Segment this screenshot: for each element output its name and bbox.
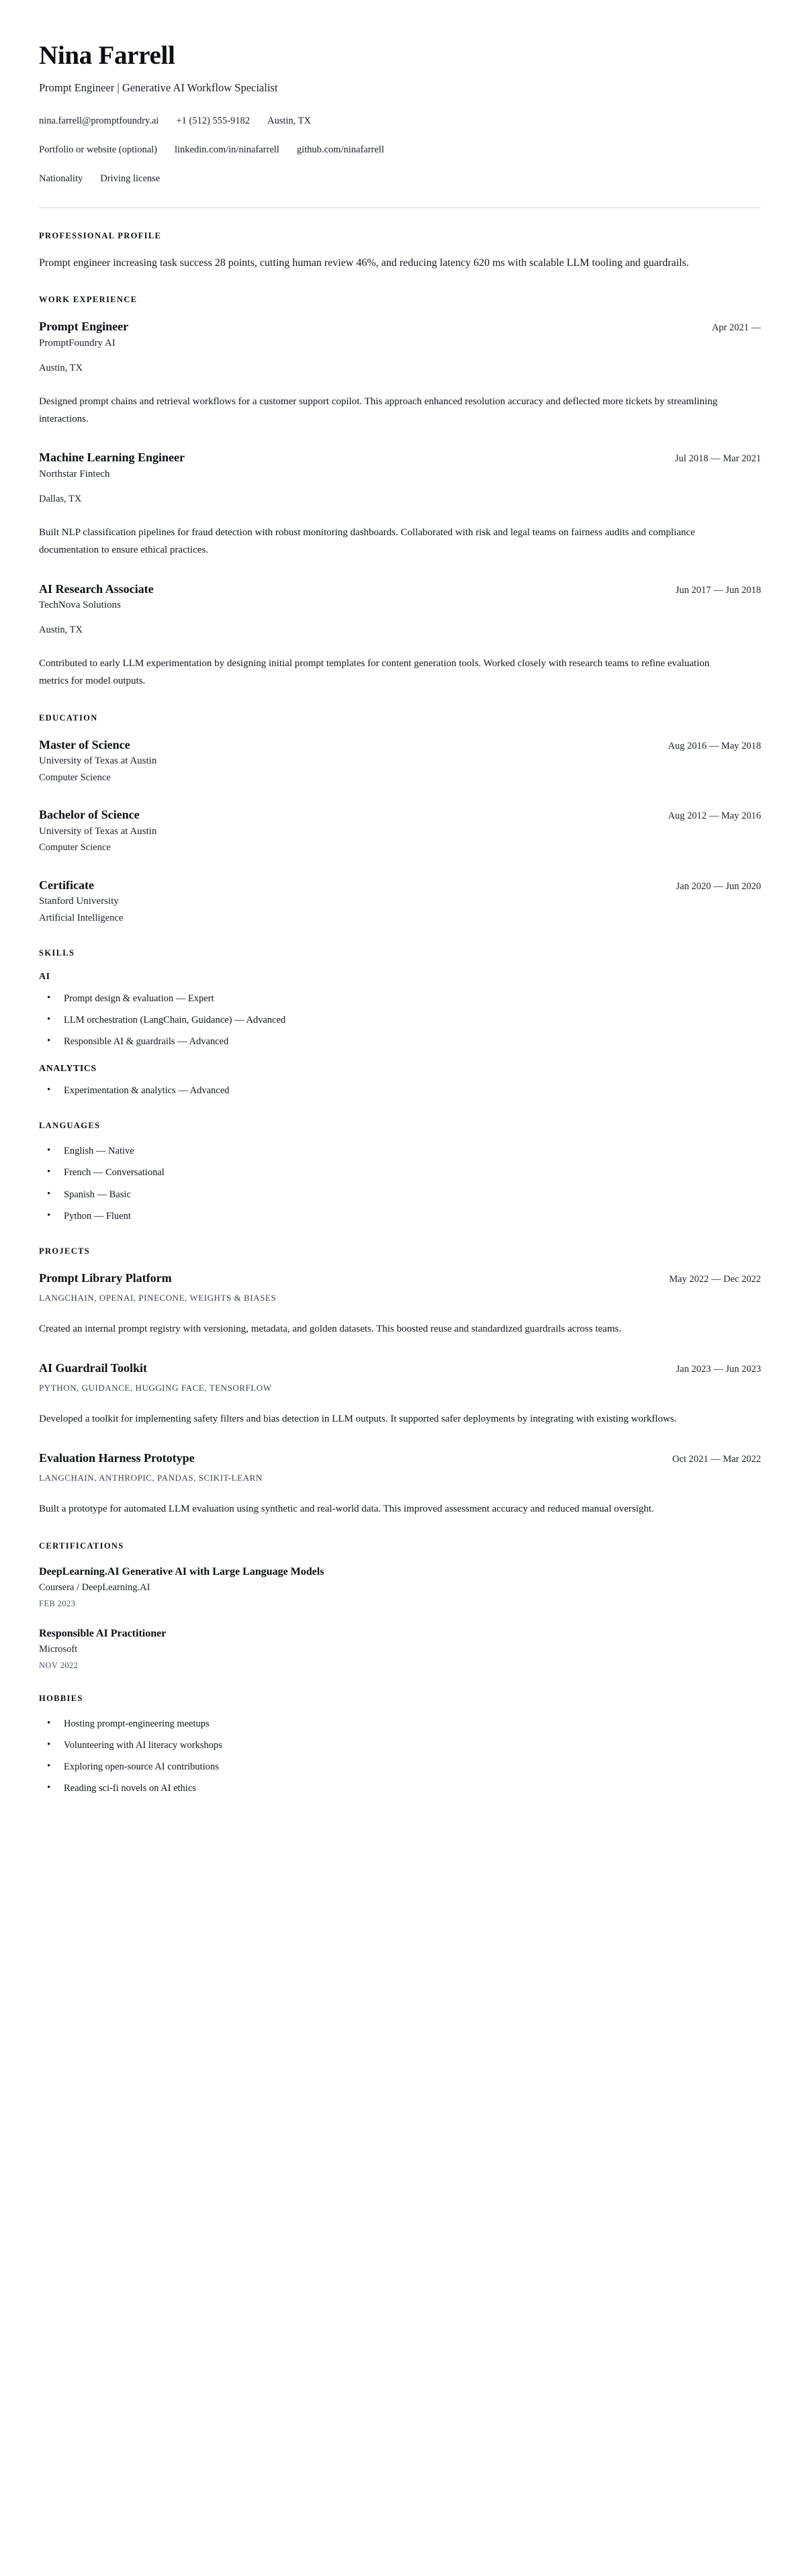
degree-date-range: Aug 2012 — May 2016 [668,811,761,822]
degree-field: Computer Science [39,772,111,783]
project-description: Built a prototype for automated LLM evaluation using synthetic and real-world data. This improved assessment accuracy and reduced manual oversight. [39,1504,654,1515]
skill-group-ai [39,972,761,1049]
education-entry-header [39,807,761,823]
section-title-skills: SKILLS [39,948,75,958]
degree-title: Master of Science [39,737,130,751]
language-item: • Spanish — Basic [39,1188,761,1202]
work-entry [39,581,761,690]
work-entry-header [39,318,761,334]
project-entry-header [39,1450,761,1466]
certification-issuer: Coursera / DeepLearning.AI [39,1582,150,1594]
job-location: Austin, TX [39,363,83,374]
language-list [39,1144,761,1223]
contact-row-primary [39,114,761,128]
contact-linkedin[interactable]: linkedin.com/in/ninafarrell [174,144,279,155]
certification-entry [39,1626,761,1671]
skill-list [39,992,761,1049]
job-location: Austin, TX [39,625,83,636]
project-entry-header [39,1270,761,1286]
skill-item: • Experimentation & analytics — Advanced [39,1084,761,1098]
contact-portfolio[interactable]: Portfolio or website (optional) [39,144,157,155]
section-certifications [39,1541,761,1671]
degree-title: Certificate [39,878,94,892]
degree-institution: University of Texas at Austin [39,825,157,837]
certification-date: NOV 2022 [39,1661,79,1671]
degree-field: Computer Science [39,842,111,854]
job-location: Dallas, TX [39,494,82,505]
degree-date-range: Aug 2016 — May 2018 [668,740,761,751]
project-tech-stack: PYTHON, GUIDANCE, HUGGING FACE, TENSORFLOW [39,1382,272,1393]
work-entry-header [39,449,761,465]
hobby-item: • Exploring open-source AI contributions [39,1760,761,1774]
section-hobbies [39,1694,761,1796]
candidate-name: Nina Farrell [39,41,175,70]
skill-group-label: AI [39,972,50,982]
project-tech-stack: LANGCHAIN, OPENAI, PINECONE, WEIGHTS & BIASES [39,1292,277,1303]
certification-title: Responsible AI Practitioner [39,1627,167,1639]
hobby-item: • Reading sci-fi novels on AI ethics [39,1782,761,1796]
job-title: Machine Learning Engineer [39,451,185,465]
section-title-projects: PROJECTS [39,1246,91,1256]
certification-title: DeepLearning.AI Generative AI with Large Language Models [39,1565,324,1577]
job-company: Northstar Fintech [39,468,110,479]
education-entry [39,877,761,926]
hobby-item: • Hosting prompt-engineering meetups [39,1717,761,1731]
contact-location: Austin, TX [267,115,311,126]
skill-item: • Responsible AI & guardrails — Advanced [39,1035,761,1049]
job-date-range: Jul 2018 — Mar 2021 [674,453,761,465]
project-date-range: May 2022 — Dec 2022 [669,1273,761,1285]
language-item: • Python — Fluent [39,1209,761,1224]
contact-phone[interactable]: +1 (512) 555-9182 [176,115,250,126]
section-title-work: WORK EXPERIENCE [39,295,138,305]
degree-field: Artificial Intelligence [39,912,124,923]
job-company: TechNova Solutions [39,599,121,610]
certification-date: FEB 2023 [39,1598,76,1608]
section-title-certifications: CERTIFICATIONS [39,1540,124,1551]
degree-date-range: Jan 2020 — Jun 2020 [676,880,761,892]
education-entry [39,737,761,786]
project-entry [39,1270,761,1338]
project-description: Created an internal prompt registry with versioning, metadata, and golden datasets. This boosted reuse and standardized guardrails across teams. [39,1323,621,1334]
skill-group-label: ANALYTICS [39,1064,97,1074]
section-title-hobbies: HOBBIES [39,1694,83,1704]
skill-item: • LLM orchestration (LangChain, Guidance) — Advanced [39,1013,761,1027]
profile-summary-text: Prompt engineer increasing task success 28 points, cutting human review 46%, and reducing latency 620 ms with scalable LLM tooling and guardrails. [39,257,689,269]
job-title: AI Research Associate [39,582,154,596]
work-entry [39,449,761,559]
certification-entry [39,1565,761,1609]
contact-email[interactable]: nina.farrell@promptfoundry.ai [39,115,159,126]
work-entry-header [39,581,761,597]
skill-list [39,1084,761,1098]
job-description: Built NLP classification pipelines for fraud detection with robust monitoring dashboards. Collaborated with risk and legal teams on fairness audits and compliance documentation to ensure ethical practices. [39,527,695,555]
project-title: Evaluation Harness Prototype [39,1451,195,1465]
education-entry [39,807,761,856]
education-entry-header [39,877,761,893]
job-description: Contributed to early LLM experimentation by designing initial prompt templates for content generation tools. Worked closely with research teams to refine evaluation metrics for model outputs. [39,658,710,686]
contact-nationality: Nationality [39,173,83,185]
section-skills [39,948,761,1098]
language-item: • French — Conversational [39,1166,761,1180]
degree-institution: University of Texas at Austin [39,755,157,767]
section-work-experience [39,295,761,690]
skill-item: • Prompt design & evaluation — Expert [39,992,761,1006]
contact-driving-license: Driving license [100,173,161,185]
job-date-range: Jun 2017 — Jun 2018 [675,584,761,596]
job-company: PromptFoundry AI [39,337,116,349]
project-title: Prompt Library Platform [39,1271,172,1285]
project-title: AI Guardrail Toolkit [39,1361,148,1375]
project-entry [39,1360,761,1428]
section-title-education: EDUCATION [39,712,98,723]
resume-header [39,42,761,208]
section-projects [39,1246,761,1518]
section-education [39,713,761,926]
degree-title: Bachelor of Science [39,808,140,822]
project-description: Developed a toolkit for implementing safety filters and bias detection in LLM outputs. It supported safer deployments by integrating with existing workflows. [39,1413,677,1424]
hobby-item: • Volunteering with AI literacy workshops [39,1739,761,1753]
job-description: Designed prompt chains and retrieval workflows for a customer support copilot. This approach enhanced resolution accuracy and deflected more tickets by streamlining interactions. [39,396,718,424]
degree-institution: Stanford University [39,896,119,907]
hobby-list [39,1717,761,1796]
section-languages [39,1121,761,1223]
contact-github[interactable]: github.com/ninafarrell [296,144,384,155]
section-title-profile: PROFESSIONAL PROFILE [39,231,162,241]
job-title: Prompt Engineer [39,320,129,334]
candidate-tagline: Prompt Engineer | Generative AI Workflow Specialist [39,81,278,95]
project-date-range: Jan 2023 — Jun 2023 [676,1363,761,1375]
section-professional-profile [39,231,761,272]
work-entry [39,318,761,428]
job-date-range: Apr 2021 — [711,322,761,334]
education-entry-header [39,737,761,753]
project-tech-stack: LANGCHAIN, ANTHROPIC, PANDAS, SCIKIT-LEARN [39,1473,263,1483]
skill-group-analytics [39,1064,761,1098]
project-entry [39,1450,761,1518]
certification-issuer: Microsoft [39,1644,78,1655]
project-date-range: Oct 2021 — Mar 2022 [672,1453,761,1465]
project-entry-header [39,1360,761,1376]
contact-row-meta [39,172,761,185]
section-title-languages: LANGUAGES [39,1121,101,1131]
contact-row-links [39,143,761,156]
language-item: • English — Native [39,1144,761,1158]
